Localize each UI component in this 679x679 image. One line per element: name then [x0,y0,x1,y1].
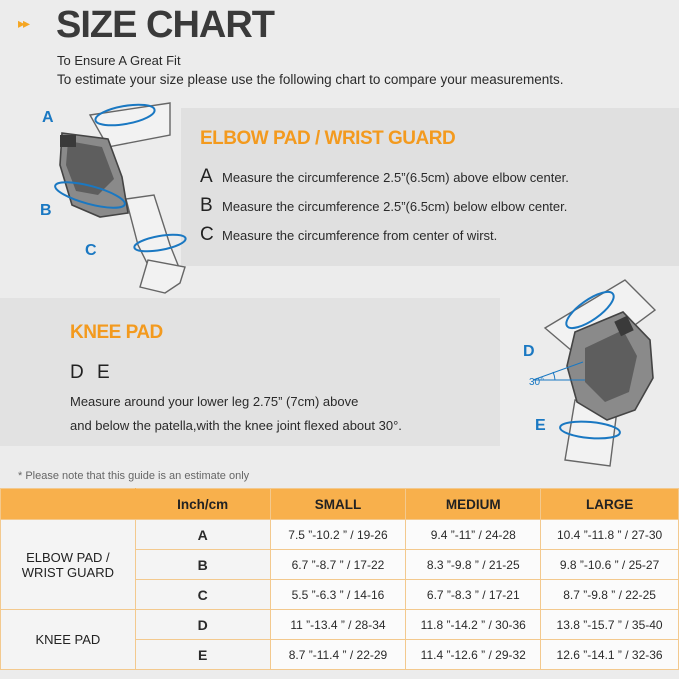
diagram-label-a: A [42,109,54,126]
measure-text-a: Measure the circumference 2.5”(6.5cm) above elbow center. [222,170,569,185]
angle-label: 30° [529,377,545,388]
cell-a-medium: 9.4 ”-11” / 24-28 [406,520,541,550]
row-letter-e: E [135,640,270,670]
size-table-wrapper [0,488,679,679]
diagram-label-c: C [85,242,97,259]
row-letter-b: B [135,550,270,580]
group-elbow-line1: ELBOW PAD / [26,549,110,565]
knee-letters: D E [70,362,114,383]
cell-c-small: 5.5 ”-6.3 ” / 14-16 [270,580,406,610]
elbow-measurements [200,166,569,253]
header-small: SMALL [270,489,406,520]
cell-b-medium: 8.3 ”-9.8 ” / 21-25 [406,550,541,580]
cell-b-small: 6.7 ”-8.7 ” / 17-22 [270,550,406,580]
knee-desc-line1: Measure around your lower leg 2.75” (7cm) above [70,394,359,409]
arm-illustration [30,95,200,295]
subtitle-instructions: To estimate your size please use the following chart to compare your measurements. [57,72,564,87]
group-elbow-line2: WRIST GUARD [21,564,114,580]
subtitle-fit: To Ensure A Great Fit [57,53,181,68]
measure-letter-c: C [200,224,214,245]
measure-letter-b: B [200,195,213,216]
cell-a-large: 10.4 ”-11.8 ” / 27-30 [541,520,679,550]
row-letter-a: A [135,520,270,550]
measure-row-a [200,166,569,195]
cell-d-medium: 11.8 ”-14.2 ” / 30-36 [406,610,541,640]
cell-e-medium: 11.4 ”-12.6 ” / 29-32 [406,640,541,670]
cell-d-small: 11 ”-13.4 ” / 28-34 [270,610,406,640]
measure-letter-a: A [200,166,213,187]
diagram-label-b: B [40,202,52,219]
knee-desc-line2: and below the patella,with the knee joint flexed about 30°. [70,418,402,433]
cell-c-medium: 6.7 ”-8.3 ” / 17-21 [406,580,541,610]
cell-c-large: 8.7 ”-9.8 ” / 22-25 [541,580,679,610]
group-elbow-wrist [1,520,136,610]
table-row [1,610,679,640]
cell-d-large: 13.8 ”-15.7 ” / 35-40 [541,610,679,640]
measure-row-b [200,195,569,224]
cell-e-large: 12.6 ”-14.1 ” / 32-36 [541,640,679,670]
arrows-icon: ▸▸ [18,15,29,31]
row-letter-c: C [135,580,270,610]
size-table [0,488,679,670]
cell-b-large: 9.8 ”-10.6 ” / 25-27 [541,550,679,580]
measure-row-c [200,224,569,253]
row-letter-d: D [135,610,270,640]
page-title: SIZE CHART [56,4,274,46]
knee-section-title: KNEE PAD [70,322,163,343]
header-blank [1,489,136,520]
header-large: LARGE [541,489,679,520]
estimate-note: * Please note that this guide is an estimate only [18,470,250,482]
measure-text-c: Measure the circumference from center of wirst. [222,228,498,243]
knee-illustration [505,270,679,470]
table-header-row [1,489,679,520]
knee-description [70,390,402,438]
group-knee-pad: KNEE PAD [1,610,136,670]
header-unit: Inch/cm [135,489,270,520]
diagram-label-e: E [535,417,546,434]
cell-e-small: 8.7 ”-11.4 ” / 22-29 [270,640,406,670]
elbow-section-title: ELBOW PAD / WRIST GUARD [200,128,456,149]
diagram-label-d: D [523,343,535,360]
header-medium: MEDIUM [406,489,541,520]
cell-a-small: 7.5 ”-10.2 ” / 19-26 [270,520,406,550]
table-row [1,520,679,550]
measure-text-b: Measure the circumference 2.5”(6.5cm) below elbow center. [222,199,568,214]
